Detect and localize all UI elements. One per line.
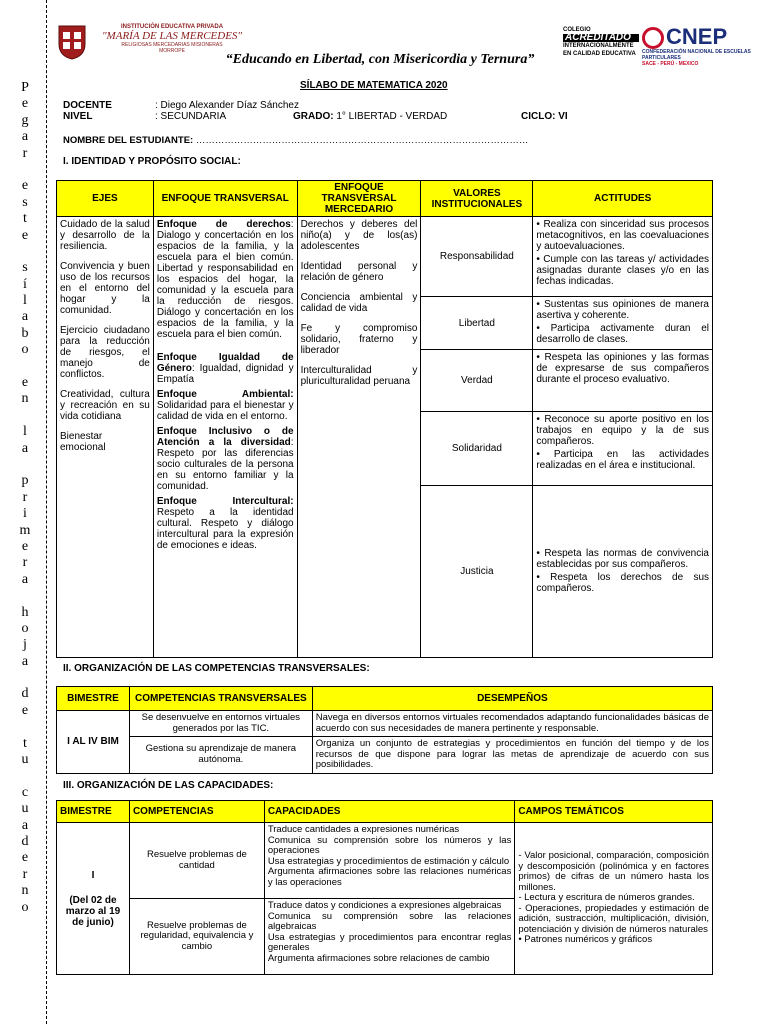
- actitud-item: • Respeta las normas de convivencia establecidas por sus compañeros.: [536, 548, 709, 570]
- side-letter: t: [23, 211, 27, 227]
- header-bimestre: BIMESTRE: [57, 687, 130, 711]
- bimestre-number: I: [91, 869, 95, 881]
- capacidad-item: Argumenta afirmaciones sobre relaciones de cambio: [267, 952, 490, 964]
- campo-item: - Operaciones, propiedades y estimación de adición, sustracción, multiplicación, división, potenciación y división de números naturales: [518, 902, 709, 935]
- side-letter: n: [21, 391, 29, 407]
- ciclo-label: CICLO:: [521, 111, 556, 122]
- actitud-item: • Reconoce su aporte positivo en los trabajos en equipo y la de sus compañeros.: [536, 414, 709, 447]
- side-letter: [14, 162, 36, 178]
- header-capacidades: CAPACIDADES: [264, 801, 515, 823]
- side-letter: [14, 408, 36, 424]
- side-letter: [14, 588, 36, 604]
- acred-bar: ACREDITADO: [563, 34, 639, 42]
- enfoque-text: Solidaridad para el bienestar y calidad de vida en el entorno.: [156, 400, 294, 422]
- header-valores: VALORES INSTITUCIONALES: [421, 181, 533, 217]
- enfoque-head: Enfoque Ambiental:: [156, 389, 294, 400]
- actitud-cell: [533, 486, 713, 658]
- desempeno-cell: Organiza un conjunto de estrategias y procedimientos en función del tiempo y de los recursos de que dispone para lograr las metas de aprendizaje de acuerdo con sus posibilidades.: [312, 737, 712, 774]
- docente-label: DOCENTE: [63, 100, 112, 111]
- side-letter: n: [21, 883, 29, 899]
- side-letter: o: [21, 342, 29, 358]
- docente-line: [63, 100, 299, 111]
- bimestre-dates: (Del 02 de marzo al 19 de junio): [65, 894, 121, 928]
- actitud-item: • Participa en las actividades realizadas en el área e institucional.: [536, 449, 709, 471]
- header-mercedario: ENFOQUE TRANSVERSAL MERCEDARIO: [297, 181, 421, 217]
- side-letter: a: [21, 129, 29, 145]
- school-shield-icon: [55, 24, 89, 60]
- actitud-item: • Respeta los derechos de sus compañeros.: [536, 572, 709, 594]
- side-letter: r: [22, 489, 28, 505]
- ciclo-value: VI: [558, 111, 568, 122]
- cnep-logo: [642, 26, 752, 67]
- side-letter: i: [23, 506, 27, 522]
- nivel-value: : SECUNDARIA: [155, 111, 227, 122]
- school-place: MORROPE: [159, 48, 185, 54]
- capacidades-cell: [264, 823, 515, 899]
- actitud-item: • Participa activamente duran el desarrollo de clases.: [536, 323, 709, 345]
- side-letter: e: [21, 96, 29, 112]
- campo-item: - Lectura y escritura de números grandes.: [518, 892, 695, 904]
- ejes-cell: [57, 217, 154, 658]
- section-1-title: I. IDENTIDAD Y PROPÓSITO SOCIAL:: [63, 156, 241, 167]
- side-letter: u: [21, 752, 29, 768]
- cnep-text: CNEP: [666, 24, 728, 49]
- side-letter: [14, 670, 36, 686]
- enfoque-text: : Igualdad, dignidad y Empatía: [156, 363, 294, 385]
- docente-value: : Diego Alexander Díaz Sánchez: [155, 100, 299, 111]
- competencia-cell: Se desenvuelve en entornos virtuales generados por las TIC.: [129, 711, 312, 737]
- valor-cell: Libertad: [421, 297, 533, 350]
- cnep-circle-icon: [642, 27, 664, 49]
- side-letter: l: [23, 293, 27, 309]
- side-letter: [14, 359, 36, 375]
- identity-table: [56, 180, 713, 658]
- competencia-cell: Resuelve problemas de regularidad, equivalencia y cambio: [129, 899, 264, 975]
- side-letter: g: [21, 112, 29, 128]
- side-letter: e: [21, 178, 29, 194]
- enfoque-head: Enfoque Intercultural:: [156, 496, 294, 507]
- competencia-cell: Resuelve problemas de cantidad: [129, 823, 264, 899]
- header-competencias-transversales: COMPETENCIAS TRANSVERSALES: [129, 687, 312, 711]
- side-letter: j: [23, 637, 27, 653]
- enfoque-text: : Dialogo y concertación en los espacios de la familia, y la escuela para el bien común. Libertad y responsabilidad en los espacios del hogar, la comunidad y la escuela para la reducción de riesgos. Diálogo y concertación en los espacios de la familia, y la escuela para el bien común.: [156, 219, 294, 340]
- side-letter: e: [21, 538, 29, 554]
- header-actitudes: ACTITUDES: [533, 181, 713, 217]
- side-letter: a: [21, 440, 29, 456]
- actitud-cell: [533, 350, 713, 412]
- student-name-label: NOMBRE DEL ESTUDIANTE:: [63, 135, 194, 146]
- capacidad-item: Usa estrategias y procedimientos de estimación y cálculo: [267, 855, 510, 867]
- side-instruction: [14, 80, 36, 916]
- mercedario-item: Fe y compromiso solidario, fraterno y liberador: [300, 323, 418, 356]
- mercedario-item: Identidad personal y relación de género: [300, 261, 418, 283]
- side-letter: P: [21, 80, 29, 95]
- actitud-item: • Realiza con sinceridad sus procesos metacognitivos, en las coevaluaciones y autoevaluaciones.: [536, 219, 709, 252]
- bimestre-cell: [57, 823, 130, 975]
- capacidad-item: Comunica su comprensión sobre los números y las operaciones: [267, 834, 512, 856]
- actitud-cell: [533, 217, 713, 297]
- header-campos: CAMPOS TEMÁTICOS: [515, 801, 713, 823]
- eje-item: Creatividad, cultura y recreación en su vida cotidiana: [60, 389, 150, 422]
- valor-cell: Justicia: [421, 486, 533, 658]
- cnep-sub: CONFEDERACIÓN NACIONAL DE ESCUELAS PARTICULARES: [642, 49, 751, 62]
- actitud-item: • Respeta las opiniones y las formas de expresarse de sus compañeros durante el proceso evaluativo.: [536, 352, 709, 385]
- eje-item: Ejercicio ciudadano para la reducción de riesgos, el manejo de conflictos.: [60, 325, 150, 380]
- eje-item: Cuidado de la salud y desarrollo de la resiliencia.: [60, 219, 150, 252]
- side-letter: s: [22, 260, 28, 276]
- valor-cell: Verdad: [421, 350, 533, 412]
- valor-cell: Solidaridad: [421, 412, 533, 486]
- cut-line: [46, 0, 47, 1024]
- acred-bottom: EN CALIDAD EDUCATIVA: [563, 51, 636, 57]
- side-letter: h: [21, 604, 29, 620]
- capacidad-item: Comunica su comprensión sobre las relaciones algebraicas: [267, 910, 512, 932]
- student-name-line: [63, 135, 528, 146]
- header-competencias: COMPETENCIAS: [129, 801, 264, 823]
- acred-mid: INTERNACIONALMENTE: [563, 43, 634, 49]
- enfoque-text: : Respeto por las diferencias socio culturales de la persona en su entorno familiar y la comunidad.: [156, 437, 294, 492]
- enfoque-head: Enfoque Igualdad de Género: [156, 352, 294, 374]
- side-letter: d: [21, 833, 29, 849]
- section-2-title: II. ORGANIZACIÓN DE LAS COMPETENCIAS TRANSVERSALES:: [63, 663, 370, 674]
- section-3-title: III. ORGANIZACIÓN DE LAS CAPACIDADES:: [63, 780, 274, 791]
- actitud-cell: [533, 297, 713, 350]
- side-letter: r: [22, 555, 28, 571]
- capacities-table: [56, 800, 713, 975]
- capacidad-item: Traduce cantidades a expresiones numéricas: [267, 824, 460, 835]
- capacidades-cell: [264, 899, 515, 975]
- accreditation-badge: [563, 26, 639, 58]
- header-enfoque: ENFOQUE TRANSVERSAL: [153, 181, 297, 217]
- mercedario-item: Interculturalidad y pluriculturalidad peruana: [300, 365, 418, 387]
- competencies-table: [56, 686, 713, 774]
- side-letter: d: [21, 686, 29, 702]
- side-letter: r: [22, 866, 28, 882]
- actitud-item: • Cumple con las tareas y/ actividades asignadas durante clases y/o en las fechas indicadas.: [536, 254, 709, 287]
- side-letter: c: [21, 784, 29, 800]
- nivel-line: [63, 111, 743, 122]
- student-name-blank[interactable]: ……………………………………………………………………………………………: [195, 135, 529, 146]
- side-letter: t: [23, 735, 27, 751]
- side-letter: e: [21, 850, 29, 866]
- side-letter: r: [22, 145, 28, 161]
- enfoque-text: Respeto a la identidad cultural. Respeto y diálogo intercultural para la expresión de emociones e ideas.: [156, 507, 294, 551]
- school-title: "MARÍA DE LAS MERCEDES": [101, 30, 243, 42]
- side-letter: b: [21, 325, 29, 341]
- side-letter: p: [21, 473, 29, 489]
- eje-item: Convivencia y buen uso de los recursos en el entorno del hogar y la comunidad.: [60, 261, 150, 316]
- motto: “Educando en Libertad, con Misericordia y Ternura”: [225, 52, 535, 67]
- header-desempenos: DESEMPEÑOS: [312, 687, 712, 711]
- school-type: INSTITUCIÓN EDUCATIVA PRIVADA: [120, 24, 224, 30]
- side-letter: a: [21, 817, 29, 833]
- nivel-label: NIVEL: [63, 111, 93, 122]
- school-name: [92, 24, 252, 54]
- side-letter: a: [21, 653, 29, 669]
- side-letter: [14, 768, 36, 784]
- actitud-item: • Sustentas sus opiniones de manera asertiva y coherente.: [536, 299, 709, 321]
- grado-label: GRADO:: [293, 111, 334, 122]
- cnep-countries: SACE - PERÚ - MEXICO: [642, 61, 699, 68]
- capacidad-item: Argumenta afirmaciones sobre las relaciones numéricas y las operaciones: [267, 866, 512, 888]
- actitud-cell: [533, 412, 713, 486]
- mercedario-item: Conciencia ambiental y calidad de vida: [300, 292, 418, 314]
- header-ejes: EJES: [57, 181, 154, 217]
- enfoque-head: Enfoque de derechos: [156, 219, 291, 230]
- school-order: RELIGIOSAS MERCEDARIAS MISIONERAS: [121, 42, 223, 48]
- side-letter: s: [22, 194, 28, 210]
- side-letter: l: [23, 424, 27, 440]
- side-letter: m: [19, 522, 31, 538]
- document-title: SÍLABO DE MATEMATICA 2020: [300, 80, 448, 91]
- capacidad-item: Usa estrategias y procedimientos para encontrar reglas generales: [267, 931, 512, 953]
- desempeno-cell: Navega en diversos entornos virtuales recomendados adaptando funcionalidades básicas de acuerdo con sus necesidades de manera pertinente y responsable.: [312, 711, 712, 737]
- side-letter: a: [21, 309, 29, 325]
- acred-top: COLEGIO: [563, 27, 591, 33]
- enfoque-cell: [153, 217, 297, 658]
- side-letter: a: [21, 571, 29, 587]
- campos-cell: [515, 823, 713, 975]
- mercedario-item: Derechos y deberes del niño(a) y de los(as) adolescentes: [300, 219, 418, 252]
- competencia-cell: Gestiona su aprendizaje de manera autónoma.: [129, 737, 312, 774]
- mercedario-cell: [297, 217, 421, 658]
- side-letter: [14, 457, 36, 473]
- capacidad-item: Traduce datos y condiciones a expresiones algebraicas: [267, 900, 502, 911]
- eje-item: Bienestar emocional: [60, 431, 106, 453]
- valor-cell: Responsabilidad: [421, 217, 533, 297]
- side-letter: o: [21, 899, 29, 915]
- header-bimestre: BIMESTRE: [57, 801, 130, 823]
- campo-item: - Valor posicional, comparación, composición y descomposición (polinómica y en factores primos) de cifras de un número hasta los millones.: [518, 850, 709, 893]
- campo-item: • Patrones numéricos y gráficos: [518, 934, 653, 946]
- side-letter: í: [23, 276, 27, 292]
- side-letter: [14, 244, 36, 260]
- bimestre-cell: I AL IV BIM: [57, 711, 130, 774]
- side-letter: o: [21, 620, 29, 636]
- side-letter: e: [21, 702, 29, 718]
- grado-value: 1° LIBERTAD - VERDAD: [336, 111, 448, 122]
- side-letter: u: [21, 801, 29, 817]
- side-letter: e: [21, 227, 29, 243]
- side-letter: e: [21, 375, 29, 391]
- enfoque-head: Enfoque Inclusivo o de Atención a la diversidad: [156, 426, 294, 448]
- side-letter: [14, 719, 36, 735]
